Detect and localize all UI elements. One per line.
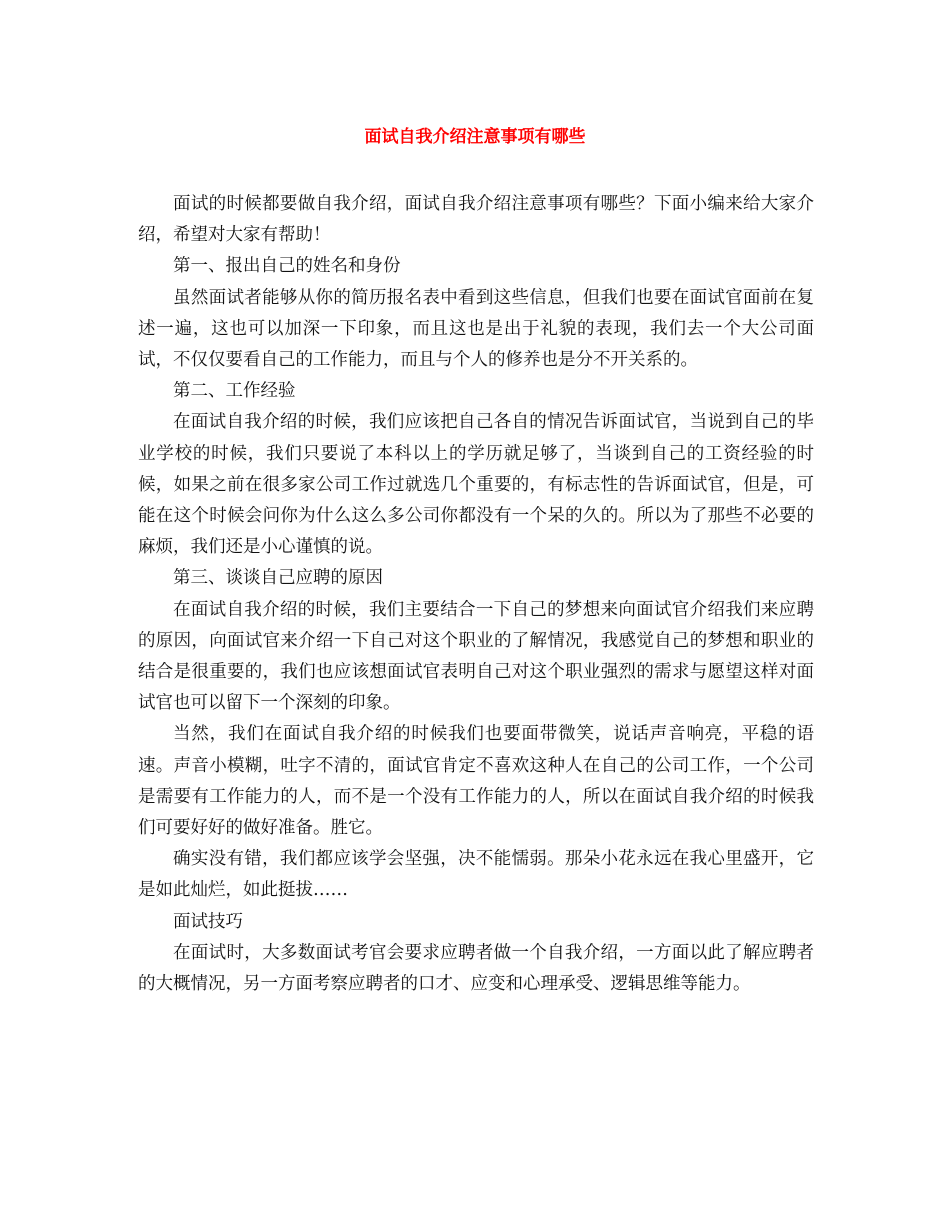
paragraph-6: 在面试时，大多数面试考官会要求应聘者做一个自我介绍，一方面以此了解应聘者的大概情况，另一方面考察应聘者的口才、应变和心理承受、逻辑思维等能力。 xyxy=(138,942,814,995)
paragraph-3: 在面试自我介绍的时候，我们主要结合一下自己的梦想来向面试官介绍我们来应聘的原因，向面试官来介绍一下自己对这个职业的了解情况，我感觉自己的梦想和职业的结合是很重要的，我们也应该想面试官表明自己对这个职业强烈的需求与愿望这样对面试官也可以留下一个深刻的印象。 xyxy=(138,599,814,714)
section-heading-3: 第三、谈谈自己应聘的原因 xyxy=(173,568,383,589)
paragraph-2: 在面试自我介绍的时候，我们应该把自己各自的情况告诉面试官，当说到自己的毕业学校的时候，我们只要说了本科以上的学历就足够了，当谈到自己的工资经验的时候，如果之前在很多家公司工作过就选几个重要的，有标志性的告诉面试官，但是，可能在这个时候会问你为什么这么多公司你都没有一个呆的久的。所以为了那些不必要的麻烦，我们还是小心谨慎的说。 xyxy=(138,412,814,558)
section-heading-1: 第一、报出自己的姓名和身份 xyxy=(173,256,401,277)
paragraph-5: 确实没有错，我们都应该学会坚强，决不能懦弱。那朵小花永远在我心里盛开，它是如此灿烂，如此挺拔…… xyxy=(138,849,814,901)
paragraph-4: 当然，我们在面试自我介绍的时候我们也要面带微笑，说话声音响亮，平稳的语速。声音小模糊，吐字不清的，面试官肯定不喜欢这种人在自己的公司工作，一个公司是需要有工作能力的人，而不是一个没有工作能力的人，所以在面试自我介绍的时候我们可要好好的做好准备。胜它。 xyxy=(138,724,814,839)
paragraph-intro: 面试的时候都要做自我介绍，面试自我介绍注意事项有哪些？下面小编来给大家介绍，希望对大家有帮助！ xyxy=(138,194,814,246)
section-heading-2: 第二、工作经验 xyxy=(173,381,296,402)
document-title: 面试自我介绍注意事项有哪些 xyxy=(364,127,586,147)
section-heading-4: 面试技巧 xyxy=(173,911,243,932)
document-body xyxy=(138,189,814,1000)
paragraph-1: 虽然面试者能够从你的简历报名表中看到这些信息，但我们也要在面试官面前在复述一遍，这也可以加深一下印象，而且这也是出于礼貌的表现，我们去一个大公司面试，不仅仅要看自己的工作能力，而且与个人的修养也是分不开关系的。 xyxy=(138,287,814,371)
